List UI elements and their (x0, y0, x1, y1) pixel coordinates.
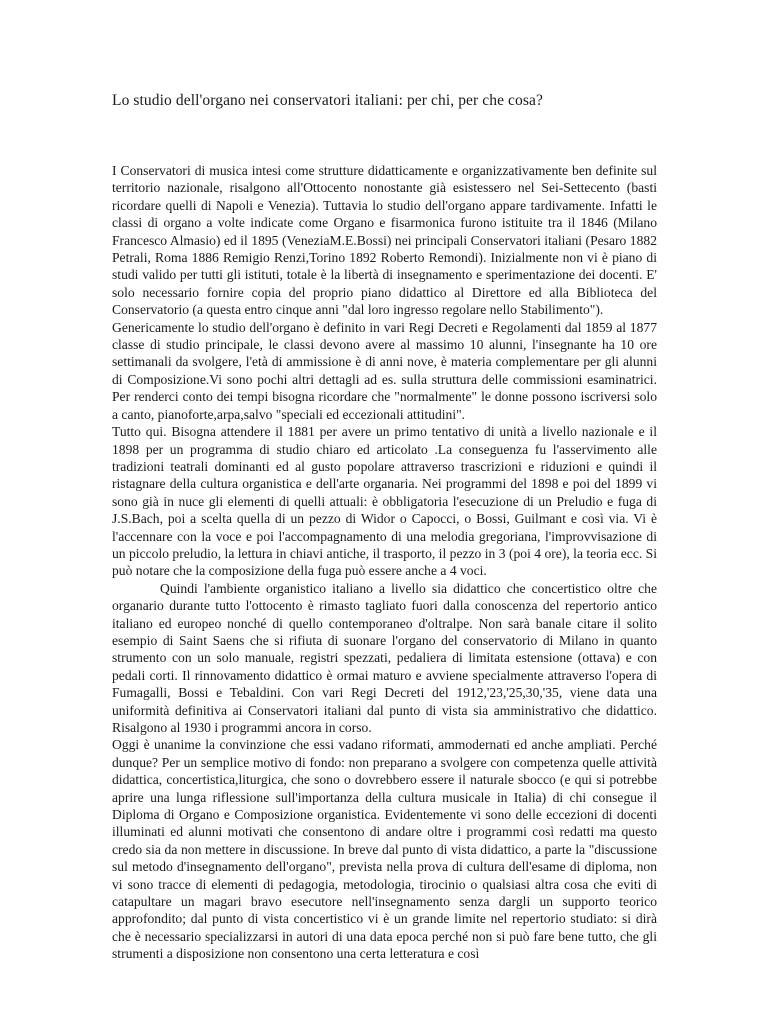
paragraph-conservatori-origins: I Conservatori di musica intesi come strutture didatticamente e organizzativamente ben definite sul territorio nazionale, risalgono all'Ottocento nonostante già esistessero nel Sei-Settecento (basti ricordare quelli di Napoli e Venezia). Tuttavia lo studio dell'organo appare tardivamente. Infatti le classi di organo a volte indicate come Organo e fisarmonica furono istituite tra il 1846 (Milano Francesco Almasio) ed il 1895 (VeneziaM.E.Bossi) nei principali Conservatori italiani (Pesaro 1882 Petrali, Roma 1886 Remigio Renzi,Torino 1892 Roberto Remondi). Inizialmente non vi è piano di studi valido per tutti gli istituti, totale è la libertà di insegnamento e sperimentazione dei docenti. E' solo necessario fornire copia del proprio piano didattico al Direttore ed alla Biblioteca del Conservatorio (a questa entro cinque anni "dal loro ingresso regolare nello Stabilimento"). (112, 163, 657, 318)
paragraph-ambiente-organistico: Quindi l'ambiente organistico italiano a livello sia didattico che concertistico oltre che organario durante tutto l'ottocento è rimasto tagliato fuori dalla conoscenza del repertorio antico italiano ed europeo nonché di quello contemporaneo d'oltralpe. Non sarà banale citare il solito esempio di Saint Saens che si rifiuta di suonare l'organo del conservatorio di Milano in quanto strumento con un solo manuale, registri spezzati, pedaliera di limitata estensione (ottava) e con pedali corti. Il rinnovamento didattico è ormai maturo e avviene specialmente attraverso l'opera di Fumagalli, Bossi e Tebaldini. Con vari Regi Decreti del 1912,'23,'25,30,'35, viene data una uniformità definitiva ai Conservatori italiani dal punto di vista sia amministrativo che didattico. Risalgono al 1930 i programmi ancora in corso. (112, 580, 657, 735)
document-title: Lo studio dell'organo nei conservatori italiani: per chi, per che cosa? (112, 92, 543, 109)
paragraph-riforma: Oggi è unanime la convinzione che essi vadano riformati, ammodernati ed anche ampliati. Perché dunque? Per un semplice motivo di fondo: non preparano a svolgere con competenza quelle attività didattica, concertistica,liturgica, che sono o dovrebbero essere il naturale sbocco (e qui si potrebbe aprire una lunga riflessione sull'importanza della cultura musicale in Italia) di chi consegue il Diploma di Organo e Composizione organistica. Evidentemente vi sono delle eccezioni di docenti illuminati ed alunni motivati che consentono di andare oltre i programmi così redatti ma questo credo sia da non mettere in discussione. In breve dal punto di vista didattico, a parte la "discussione sul metodo d'insegnamento dell'organo", prevista nella prova di cultura dell'esame di diploma, non vi sono tracce di elementi di pedagogia, metodologia, tirocinio o qualsiasi altra cosa che eviti di catapultare un magari bravo esecutore nell'insegnamento senza dargli un supporto teorico approfondito; dal punto di vista concertistico vi è un grande limite nel repertorio studiato: si dirà che è necessario specializzarsi in autori di una data epoca perché non si può fare bene tutto, che gli strumenti a disposizione non consentono una certa letteratura e così (112, 737, 657, 962)
document-body (112, 162, 657, 963)
paragraph-programmi-1898: Tutto qui. Bisogna attendere il 1881 per avere un primo tentativo di unità a livello nazionale e il 1898 per un programma di studio chiaro ed articolato .La conseguenza fu l'asservimento alle tradizioni teatrali dominanti ed al gusto popolare attraverso trascrizioni e riduzioni e quindi il ristagnare della cultura organistica e dell'arte organaria. Nei programmi del 1898 e poi del 1899 vi sono già in nuce gli elementi di quelli attuali: è obbligatoria l'esecuzione di un Preludio e fuga di J.S.Bach, poi a scelta quella di un pezzo di Widor o Capocci, o Bossi, Guilmant e così via. Vi è l'accennare con la voce e poi l'accompagnamento di una melodia gregoriana, l'improvvisazione di un piccolo preludio, la lettura in chiavi antiche, il trasporto, il pezzo in 3 (poi 4 ore), la teoria ecc. Si può notare che la composizione della fuga può essere anche a 4 voci. (112, 424, 657, 579)
paragraph-regi-decreti: Genericamente lo studio dell'organo è definito in vari Regi Decreti e Regolamenti dal 1859 al 1877 classe di studio principale, le classi devono avere al massimo 10 alunni, l'insegnante ha 10 ore settimanali da svolgere, l'età di ammissione è di anni nove, è materia complementare per gli alunni di Composizione.Vi sono pochi altri dettagli ad es. sulla struttura delle commissioni esaminatrici. Per renderci conto dei tempi bisogna ricordare che "normalmente" le donne possono iscriversi solo a canto, pianoforte,arpa,salvo "speciali ed eccezionali attitudini". (112, 319, 657, 422)
